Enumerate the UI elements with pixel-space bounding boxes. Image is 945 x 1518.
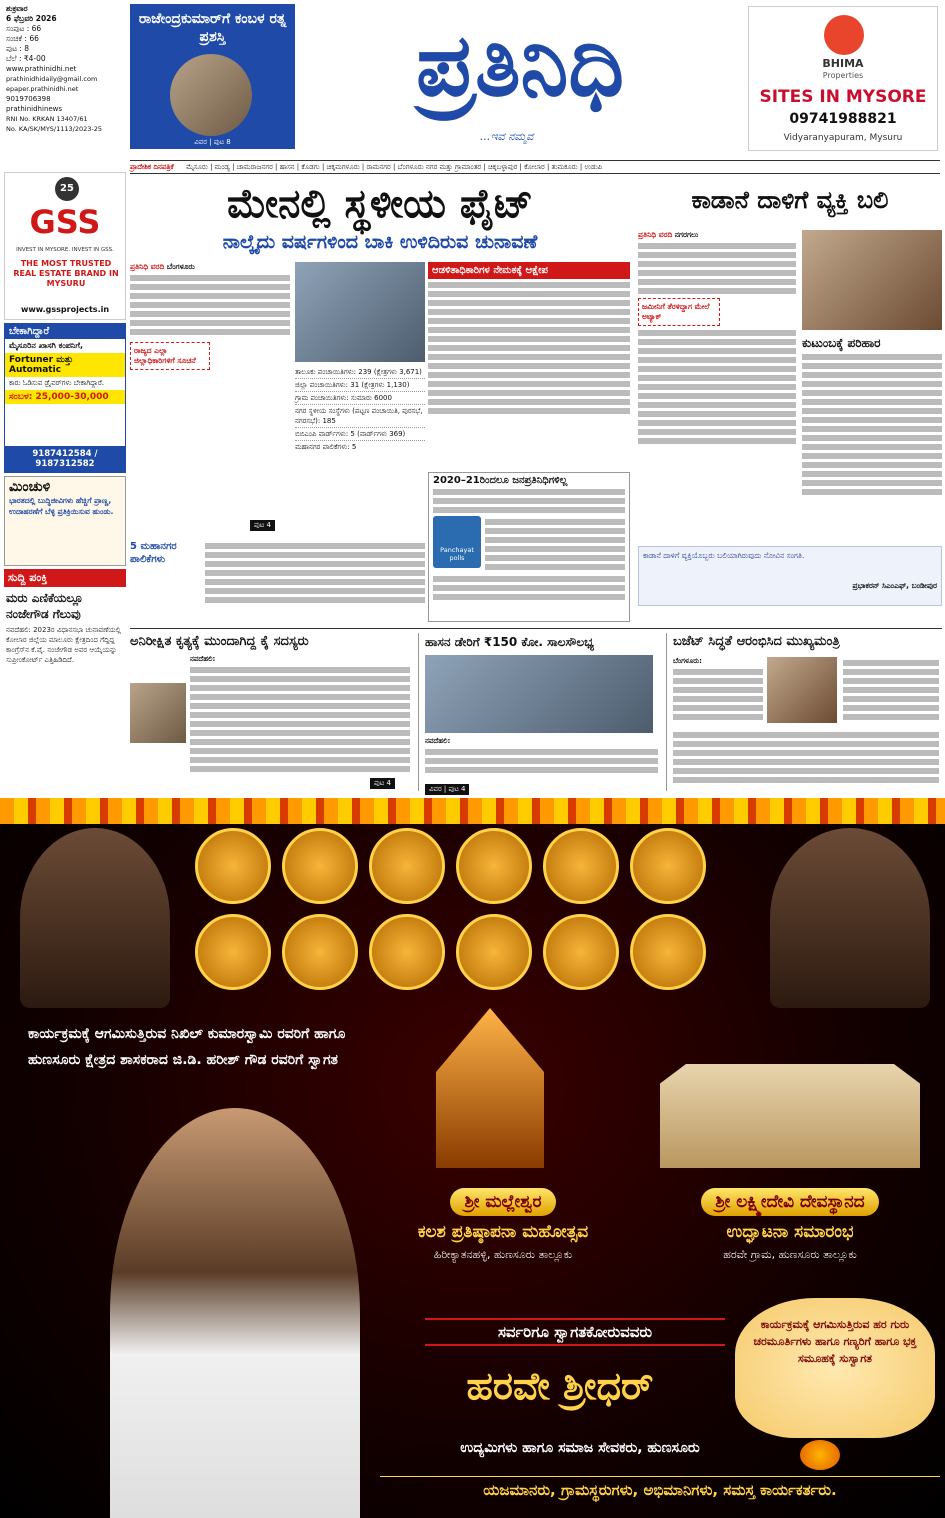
row2-ref-1[interactable]: ಪುಟ 4 <box>370 778 395 789</box>
garland-decoration <box>0 798 945 824</box>
seer-portrait <box>282 914 358 990</box>
lead-headline-text: ಮೇನಲ್ಲಿ ಸ್ಥಳೀಯ ಫೈಟ್ <box>226 181 534 227</box>
event-box-2 <box>645 1188 935 1298</box>
bottom-ad[interactable] <box>0 798 945 1518</box>
event-box-1 <box>368 1188 638 1298</box>
row2-story-3 <box>666 633 942 791</box>
lead-quote-box: ರಾಜ್ಯದ ಎಲ್ಲಾ ಜಿಲ್ಲಾಧಿಕಾರಿಗಳಿಗೆ ಸೂಚನೆ <box>130 342 210 370</box>
right-col2 <box>802 336 942 536</box>
right-place: ನಗರಗಲು <box>674 230 699 239</box>
lead-stat-4: ನಗರ ಸ್ಥಳೀಯ ಸಂಸ್ಥೆಗಳು (ಪಟ್ಟಣ ಪಂಚಾಯಿತಿ, ಪುರಸಭೆ, ನಗರಸಭೆ): 185 <box>295 405 425 428</box>
seer-portrait <box>195 914 271 990</box>
host-name: ಹರವೇ ಶ್ರೀಧರ್ <box>466 1364 654 1408</box>
ballot-box-label: Panchayat polls <box>440 546 474 562</box>
classified-heading: ಬೇಕಾಗಿದ್ದಾರೆ <box>5 324 125 339</box>
minchu-text: ಭಾರತದಲ್ಲಿ ಬುದ್ಧಿಜೀವಿಗಳು ಹೆಚ್ಚಿಗೆ ಪ್ರಾಣ್ಣ, ಉದಾಹರಣೆಗೆ ಬೆಳ್ಳಿ ಪ್ರತಿಕ್ರಿಯಿಸುವ ಹುಂಡು. <box>9 496 114 516</box>
date: 6 ಫೆಬ್ರವರಿ 2026 <box>6 14 57 23</box>
row2-photo-1 <box>130 683 186 743</box>
lead-photo <box>295 262 425 362</box>
price: ಬೆಲೆ : ₹4-00 <box>6 54 46 63</box>
row2-dateline-1: ನವದೆಹಲಿ: <box>190 655 216 663</box>
minchu-box <box>4 476 126 566</box>
temple-right-illustration <box>660 1038 920 1168</box>
event1-place: ಹಿರೀಕ್ಯಾತನಹಳ್ಳಿ, ಹುಣಸೂರು ತಾಲ್ಲೂಕು <box>433 1248 573 1261</box>
lead-headline <box>130 180 630 228</box>
lead-stat-6: ಮಹಾನಗರ ಪಾಲಿಕೆಗಳು: 5 <box>295 443 357 451</box>
flower-decoration <box>800 1440 840 1470</box>
social-handle: prathinidhinews <box>6 105 63 113</box>
masthead <box>0 0 945 158</box>
lead-box-head: 2020–21ರಿಂದಲೂ ಜನಪ್ರತಿನಿಧಿಗಳಿಲ್ಲ <box>433 475 568 486</box>
tagline: ...ಇವ ನಮ್ಮವ <box>480 130 534 143</box>
classified-ad[interactable] <box>4 323 126 473</box>
greet-line: ಸರ್ವರಿಗೂ ಸ್ವಾಗತಕೋರುವವರು <box>425 1318 725 1346</box>
suddi-heading: ಸುದ್ದಿ ಪಂಕ್ತಿ <box>4 569 126 587</box>
right-col1 <box>638 230 796 530</box>
right-byline: ಪ್ರಭಾಕರನ್ ಸಿಎಂಎಫ್, ಬಂಡೀಪುರ <box>852 581 937 590</box>
suddi-body: ನವದೆಹಲಿ: 2023ರ ವಿಧಾನಸಭಾ ಚುನಾವಣೆಯಲ್ಲಿ ಕೋಲಾರ ಜಿಲ್ಲೆಯ ಮಾಲೂರು ಕ್ಷೇತ್ರದಿಂದ ಗೆದ್ದಿದ್ದ ಕಾಂಗ್ರೆಸ್‌ನ ಕೆ.ವೈ. ನಂಜೇಗೌಡ ಅವರ ಆಯ್ಕೆಯನ್ನು ಸುಪ್ರೀಂಕೋರ್ಟ್ ಎತ್ತಿಹಿಡಿದಿದೆ. <box>6 626 121 664</box>
bhima-brand: BHIMA <box>822 57 864 70</box>
gss-brand: GSS <box>29 203 101 241</box>
gss-url[interactable]: www.gssprojects.in <box>20 305 110 314</box>
seer-portrait <box>195 828 271 904</box>
event2-title-2: ಉದ್ಘಾಟನಾ ಸಮಾರಂಭ <box>726 1222 854 1242</box>
row2-story-2 <box>418 633 658 791</box>
reg-number: No. KA/SK/MYS/1113/2023-25 <box>6 125 103 133</box>
host-desc: ಉದ್ಯಮಿಗಳು ಹಾಗೂ ಸಮಾಜ ಸೇವಕರು, ಹುಣಸೂರು <box>460 1440 700 1456</box>
row2-dateline-3: ಬೆಂಗಳೂರು: <box>673 657 702 665</box>
seer-portrait <box>282 828 358 904</box>
seer-portrait <box>456 914 532 990</box>
seer-portrait <box>543 828 619 904</box>
right-welcome-text: ಕಾರ್ಯಕ್ರಮಕ್ಕೆ ಆಗಮಿಸುತ್ತಿರುವ ಹರ ಗುರು ಚರಮೂರ್ತಿಗಳು ಹಾಗೂ ಗಣ್ಯರಿಗೆ ಹಾಗೂ ಭಕ್ತ ಸಮೂಹಕ್ಕೆ ಸುಸ್ವಾಗತ <box>753 1318 917 1365</box>
right-story <box>638 180 942 620</box>
row2-story-1 <box>130 633 410 791</box>
lead-dateline: ಪ್ರತಿನಿಧಿ ವರದಿ <box>130 262 165 271</box>
event1-title-1: ಶ್ರೀ ಮಲ್ಲೇಶ್ವರ <box>450 1188 555 1216</box>
classified-line3: ಕಾರು ಓಡಿಸುವ ಡ್ರೈವರ್‌ಗಳು ಬೇಕಾಗಿದ್ದಾರೆ. <box>9 379 105 387</box>
bhima-headline: SITES IN MYSORE <box>759 87 927 107</box>
bhima-location: Vidyaranyapuram, Mysuru <box>783 133 903 143</box>
gss-badge: 25 <box>55 177 79 201</box>
website-link[interactable]: www.prathinidhi.net <box>6 65 77 73</box>
gss-ad[interactable] <box>4 172 126 320</box>
right-dateline: ಪ್ರತಿನಿಧಿ ವರದಿ <box>638 230 673 239</box>
right-photo <box>802 230 942 330</box>
event2-title-1: ಶ್ರೀ ಲಕ್ಷ್ಮೀದೇವಿ ದೇವಸ್ಥಾನದ <box>701 1188 878 1216</box>
classified-phones: 9187412584 / 9187312582 <box>5 446 125 472</box>
gss-trusted: THE MOST TRUSTED REAL ESTATE BRAND IN MYSURU <box>13 259 119 288</box>
classified-line1: ಮೈಸೂರಿನ ಖಾಸಗಿ ಕಂಪನಿಗೆ, <box>9 341 84 350</box>
teaser-ref[interactable]: ವಿವರ | ಪುಟ 8 <box>194 138 231 146</box>
event2-place: ಹರವೇ ಗ್ರಾಮ, ಹುಣಸೂರು ತಾಲ್ಲೂಕು <box>723 1248 857 1261</box>
right-note <box>638 546 942 606</box>
email-link[interactable]: prathinidhidaily@gmail.com <box>6 75 98 83</box>
classified-line2: Fortuner ಮತ್ತು Automatic <box>5 353 125 377</box>
seer-portrait <box>543 914 619 990</box>
event1-title-2: ಕಲಶ ಪ್ರತಿಷ್ಠಾಪನಾ ಮಹೋತ್ಸವ <box>417 1222 589 1242</box>
lead-stat-2: ಜಿಲ್ಲಾ ಪಂಚಾಯಿತಿಗಳು: 31 (ಕ್ಷೇತ್ರಗಳು 1,130) <box>295 379 425 392</box>
bhima-phone: 09741988821 <box>789 111 897 127</box>
lead-side-head: ಆಡಳಿತಾಧಿಕಾರಿಗಳ ನೇಮಕಕ್ಕೆ ಆಕ್ಷೇಪ <box>428 262 630 279</box>
row2-dateline-2: ನವದೆಹಲಿ: <box>425 737 451 745</box>
lead-story <box>130 180 630 620</box>
teaser-box[interactable] <box>130 4 295 149</box>
row2-photo-2 <box>425 655 653 733</box>
welcome-line-1: ಕಾರ್ಯಕ್ರಮಕ್ಕೆ ಆಗಮಿಸುತ್ತಿರುವ ನಿಖಿಲ್ ಕುಮಾರಸ್ವಾಮಿ ರವರಿಗೆ ಹಾಗೂ <box>28 1026 346 1042</box>
row2-headline-3: ಬಜೆಟ್ ಸಿದ್ಧತೆ ಆರಂಭಿಸಿದ ಮುಖ್ಯಮಂತ್ರಿ <box>673 634 840 649</box>
lead-body-col1 <box>130 262 290 522</box>
right-headline: ಕಾಡಾನೆ ದಾಳಿಗೆ ವ್ಯಕ್ತಿ ಬಲಿ <box>691 186 889 214</box>
issue: ಸಂಚಿಕೆ : 66 <box>6 34 39 43</box>
seer-portrait <box>630 828 706 904</box>
suddi-title: ಮರು ಎಣಿಕೆಯಲ್ಲೂ ನಂಜೇಗೌಡ ಗೆಲುವು <box>6 591 84 621</box>
teaser-title: ರಾಜೇಂದ್ರಕುಮಾರ್‌ಗೆ ಕಂಬಳ ರತ್ನ ಪ್ರಶಸ್ತಿ <box>138 11 287 45</box>
lead-side-column <box>428 262 630 472</box>
lead-subhead: ನಾಲ್ಕೈದು ವರ್ಷಗಳಿಂದ ಬಾಕಿ ಉಳಿದಿರುವ ಚುನಾವಣೆ <box>222 231 538 253</box>
masthead-meta <box>6 4 128 154</box>
logo: ಪ್ರತಿನಿಧಿ <box>416 15 624 116</box>
seer-portrait <box>456 828 532 904</box>
lead-ref[interactable]: ಪುಟ 4 <box>250 520 275 531</box>
suddi-photo <box>4 690 49 750</box>
host-portrait <box>110 1108 360 1518</box>
teaser-photo <box>170 54 252 136</box>
lead-mini-head: 5 ಮಹಾನಗರ ಪಾಲಿಕೆಗಳು <box>130 541 177 565</box>
welcome-line-2: ಹುಣಸೂರು ಕ್ಷೇತ್ರದ ಶಾಸಕರಾದ ಜಿ.ಡಿ. ಹರೀಶ್ ಗೌಡ ರವರಿಗೆ ಸ್ವಾಗತ <box>28 1052 338 1068</box>
portrait-left <box>20 828 170 1008</box>
lead-stats <box>295 366 425 526</box>
lead-stat-3: ಗ್ರಾಮ ಪಂಚಾಯಿತಿಗಳು: ಸುಮಾರು 6000 <box>295 392 425 405</box>
edition-label: ಪ್ರಾದೇಶಿಕ ದಿನಪತ್ರಿಕೆ <box>130 163 174 171</box>
edition-strip <box>130 160 940 174</box>
row2-headline-1: ಅನಿರೀಕ್ಷಿತ ಕೃತ್ಯಕ್ಕೆ ಮುಂದಾಗಿದ್ದ ಕೈ ಸದಸ್ಯರು <box>130 634 309 649</box>
phone: 9019706398 <box>6 95 51 103</box>
right-quote-box: ಜಮೀನಿಗೆ ತೆರಳಿದ್ದಾಗ ಮೇಲೆ ಅಟ್ಯಾಕ್ <box>638 298 720 326</box>
pages: ಪುಟ : 8 <box>6 44 30 53</box>
portrait-right <box>770 828 930 1008</box>
right-welcome-box <box>735 1298 935 1438</box>
day: ಶುಕ್ರವಾರ <box>6 4 28 13</box>
seer-portrait <box>369 828 445 904</box>
region-list: ಮೈಸೂರು | ಮಂಡ್ಯ | ಚಾಮರಾಜನಗರ | ಹಾಸನ | ಕೊಡಗು | ಚಿಕ್ಕಮಗಳೂರು | ರಾಮನಗರ | ಬೆಂಗಳೂರು ನಗರ ಮತ್ತು ಗ್ರಾಮಾಂತರ | ಚಿಕ್ಕಬಳ್ಳಾಪುರ | ಕೋಲಾರ | ತುಮಕೂರು | ಉಡುಪಿ <box>186 163 603 171</box>
bhima-sub: Properties <box>822 71 864 80</box>
minchu-title: ಮಿಂಚುಳಿ <box>9 479 51 495</box>
ballot-box-icon <box>433 516 481 568</box>
classified-salary: ಸಂಬಳ: 25,000-30,000 <box>5 390 125 404</box>
row2-photo-3 <box>767 657 837 723</box>
row2-headline-2: ಹಾಸನ ಡೇರಿಗೆ ₹150 ಕೋ. ಸಾಲಸೌಲಭ್ಯ <box>425 635 594 649</box>
footer-line: ಯಜಮಾನರು, ಗ್ರಾಮಸ್ಥರುಗಳು, ಅಭಿಮಾನಿಗಳು, ಸಮಸ್ತ ಕಾರ್ಯಕರ್ತರು. <box>380 1476 940 1499</box>
volume: ಸಂಪುಟ : 66 <box>6 24 42 33</box>
right-sub-head: ಕುಟುಂಬಕ್ಕೆ ಪರಿಹಾರ <box>802 336 881 350</box>
suddi-section <box>4 569 126 789</box>
lead-box <box>428 472 630 622</box>
lead-stat-1: ತಾಲೂಕು ಪಂಚಾಯಿತಿಗಳು: 239 (ಕ್ಷೇತ್ರಗಳು 3,671) <box>295 366 425 379</box>
lead-mini-body <box>205 540 425 606</box>
bhima-ad[interactable] <box>748 6 938 151</box>
seer-portrait <box>369 914 445 990</box>
lead-stat-5: ಬಿಬಿಎಂಪಿ ವಾರ್ಡ್‌ಗಳು: 5 (ವಾರ್ಡ್‌ಗಳು 369) <box>295 428 425 441</box>
row2-ref-2[interactable]: ವಿವರ | ಪುಟ 4 <box>425 784 469 795</box>
lead-place: ಬೆಂಗಳೂರು <box>166 262 195 271</box>
epaper-link[interactable]: epaper.prathinidhi.net <box>6 85 79 93</box>
right-note-text: ಕಾಡಾನೆ ದಾಳಿಗೆ ವ್ಯಕ್ತಿಯೊಬ್ಬರು ಬಲಿಯಾಗಿರುವುದು ನೋವಿನ ಸಂಗತಿ. <box>643 551 805 560</box>
gss-tagline: INVEST IN MYSORE. INVEST IN GSS. <box>16 247 114 253</box>
rni-number: RNI No. KRKAN 13407/61 <box>6 115 88 123</box>
seer-portrait <box>630 914 706 990</box>
row2 <box>130 628 942 793</box>
bhima-logo-icon <box>824 15 864 55</box>
